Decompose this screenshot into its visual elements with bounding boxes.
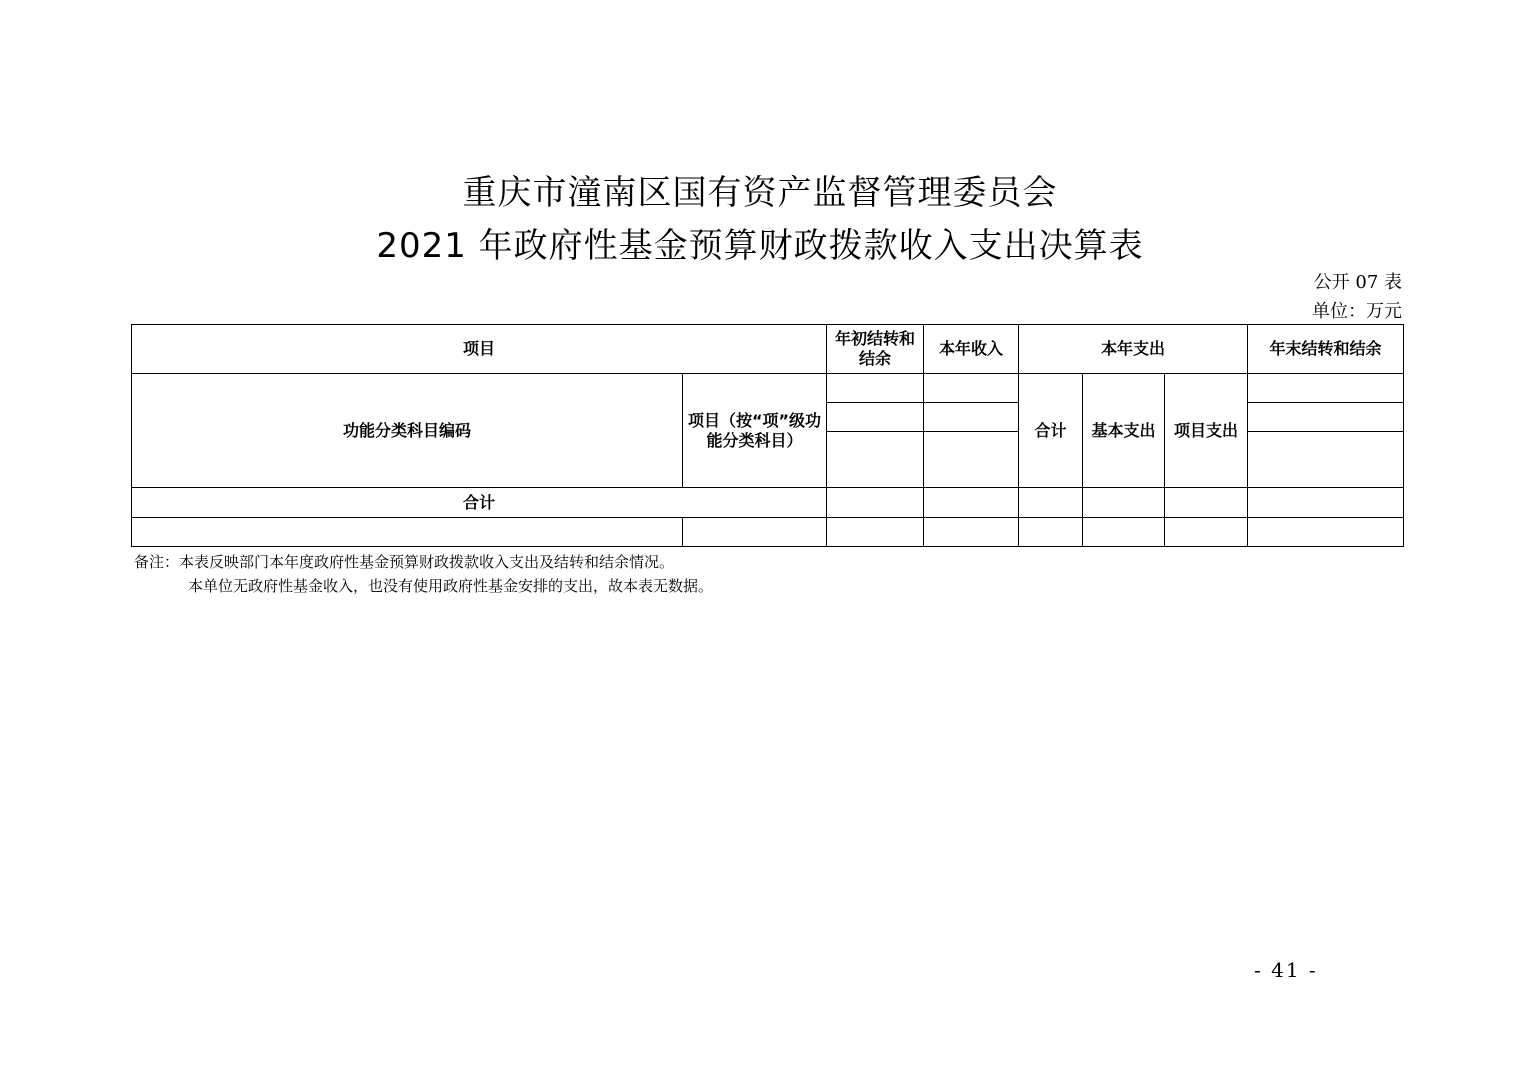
header-project: 项目 <box>132 325 827 374</box>
header-opening-balance: 年初结转和结余 <box>827 325 924 374</box>
header-project-expense: 项目支出 <box>1165 374 1248 488</box>
unit-label: 单位：万元 <box>1312 301 1402 322</box>
data-cell <box>827 518 924 547</box>
header-expense: 本年支出 <box>1019 325 1248 374</box>
note-line-2: 本单位无政府性基金收入，也没有使用政府性基金安排的支出，故本表无数据。 <box>188 577 714 595</box>
budget-table <box>131 324 1404 547</box>
data-cell <box>1165 518 1248 547</box>
total-row <box>132 488 1404 518</box>
empty-cell <box>924 403 1019 432</box>
header-basic-expense: 基本支出 <box>1083 374 1165 488</box>
data-cell <box>1248 518 1404 547</box>
empty-cell <box>1248 374 1404 403</box>
empty-cell <box>924 432 1019 488</box>
total-cell <box>1019 488 1083 518</box>
title-line-1: 重庆市潼南区国有资产监督管理委员会 <box>462 173 1058 213</box>
form-code: 公开 07 表 <box>1313 272 1402 293</box>
header-item-classification: 项目（按“项”级功能分类科目） <box>683 374 827 488</box>
header-closing-balance: 年末结转和结余 <box>1248 325 1404 374</box>
header-row-1 <box>132 325 1404 374</box>
data-cell <box>1083 518 1165 547</box>
title-line-2: 2021 年政府性基金预算财政拨款收入支出决算表 <box>376 226 1144 266</box>
note-line-1: 备注：本表反映部门本年度政府性基金预算财政拨款收入支出及结转和结余情况。 <box>134 553 675 571</box>
empty-cell <box>827 403 924 432</box>
data-row <box>132 518 1404 547</box>
page-number: - 41 - <box>1254 958 1318 982</box>
header-income: 本年收入 <box>924 325 1019 374</box>
total-label: 合计 <box>132 488 827 518</box>
empty-cell <box>924 374 1019 403</box>
empty-cell <box>1248 403 1404 432</box>
total-cell <box>1165 488 1248 518</box>
data-cell <box>683 518 827 547</box>
total-cell <box>1248 488 1404 518</box>
total-cell <box>827 488 924 518</box>
empty-cell <box>827 432 924 488</box>
header-expense-subtotal: 合计 <box>1019 374 1083 488</box>
header-function-code: 功能分类科目编码 <box>132 374 683 488</box>
empty-cell <box>1248 432 1404 488</box>
header-row-2 <box>132 374 1404 403</box>
data-cell <box>132 518 683 547</box>
notes <box>134 550 713 598</box>
total-cell <box>1083 488 1165 518</box>
data-cell <box>1019 518 1083 547</box>
total-cell <box>924 488 1019 518</box>
empty-cell <box>827 374 924 403</box>
data-cell <box>924 518 1019 547</box>
